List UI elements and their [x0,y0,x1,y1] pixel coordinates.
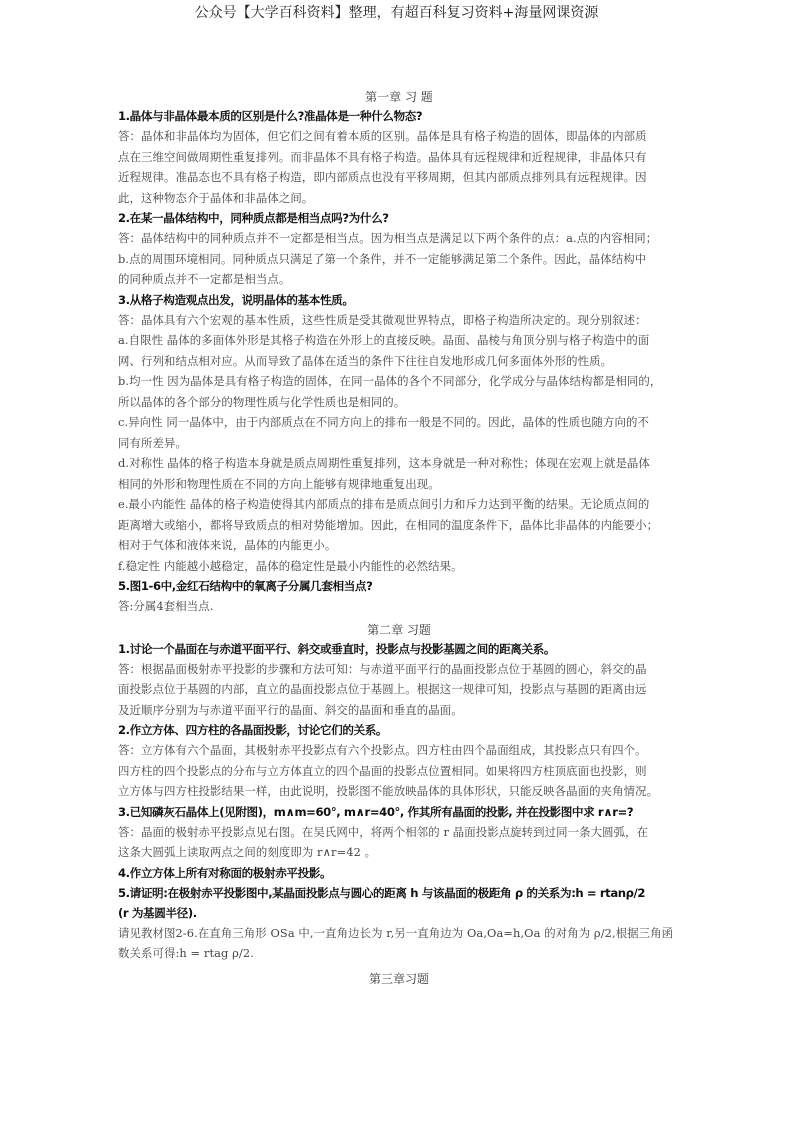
question-heading: 5.请证明:在极射赤平投影图中,某晶面投影点与圆心的距离 h 与该晶面的极距角 ρ 的关系为:h = rtanρ/2 [118,885,646,900]
answer-line: 这条大圆弧上读取两点之间的刻度即为 r∧r=42 。 [118,845,377,859]
answer-line: a.自限性 晶体的多面体外形是其格子构造在外形上的直接反映。晶面、晶棱与角顶分别与格子构造中的面 [118,333,650,347]
answer-line: c.异向性 同一晶体中，由于内部质点在不同方向上的排布一般是不同的。因此，晶体的性质也随方向的不 [118,415,650,429]
answer-line: 点在三维空间做周期性重复排列。而非晶体不具有格子构造。晶体具有远程规律和近程规律，非晶体只有 [118,149,647,164]
answer-paragraph [118,228,680,290]
page-header-watermark: 公众号【大学百科资料】整理，有超百科复习资料+海量网课资源 [194,5,599,21]
answer-line: 答:分属4套相当点. [118,599,214,613]
answer-line: 及近顺序分别为与赤道平面平行的晶面、斜交的晶面和垂直的晶面。 [118,702,463,717]
answer-line: 相同的外形和物理性质在不同的方向上能够有规律地重复出现。 [118,476,440,491]
chapter-title: 第二章 习题 [367,622,431,637]
answer-line: 四方柱的四个投影点的分布与立方体直立的四个晶面的投影点位置相同。如果将四方柱顶底面也投影，则 [118,763,647,778]
answer-paragraph [118,822,680,863]
answer-line: e.最小内能性 晶体的格子构造使得其内部质点的排布是质点间引力和斥力达到平衡的结果。无论质点间的 [118,497,650,511]
answer-paragraph [118,923,680,964]
answer-line: 请见教材图2-6.在直角三角形 OSa 中,一直角边长为 r,另一直角边为 Oa,Oa=h,Oa 的对角为 ρ/2,根据三角函 [118,925,674,940]
answer-line: 网、行列和结点相对应。从而导致了晶体在适当的条件下往往自发地形成几何多面体外形的性质。 [118,353,613,368]
question-heading: 3.从格子构造观点出发，说明晶体的基本性质。 [118,292,354,307]
question-heading: 2.作立方体、四方柱的各晶面投影，讨论它们的关系。 [118,723,388,737]
answer-paragraph [118,126,680,208]
answer-line: 此，这种物态介于晶体和非晶体之间。 [118,190,314,205]
question-heading-continued: (r 为基圆半径). [118,905,197,920]
answer-line: 的同种质点并不一定都是相当点。 [118,272,291,286]
answer-line: d.对称性 晶体的格子构造本身就是质点周期性重复排列，这本身就是一种对称性；体现在宏观上就是晶体 [118,456,650,470]
question-heading: 3.已知磷灰石晶体上(见附图)，m∧m=60°, m∧r=40°, 作其所有晶面的投影, 并在投影图中求 r∧r=? [118,804,634,819]
chapter-title: 第三章习题 [368,971,429,986]
question-heading: 2.在某一晶体结构中，同种质点都是相当点吗?为什么? [118,211,389,225]
question-heading: 1.讨论一个晶面在与赤道平面平行、斜交或垂直时，投影点与投影基圆之间的距离关系。 [118,641,556,656]
chapter-title: 第一章 习 题 [365,90,433,104]
answer-line: 距离增大或缩小，都将导致质点的相对势能增加。因此，在相同的温度条件下，晶体比非晶体的内能要小； [118,517,659,532]
answer-line: 答：晶面的极射赤平投影点见右图。在吴氏网中，将两个相邻的 r 晶面投影点旋转到过同一条大圆弧，在 [118,824,649,839]
answer-paragraph [118,310,680,577]
question-heading: 1.晶体与非晶体最本质的区别是什么?准晶体是一种什么物态? [118,109,423,123]
answer-line: 数关系可得:h = rtag ρ/2. [118,946,254,960]
document-body [118,88,680,988]
answer-line: 面投影点位于基圆的内部，直立的晶面投影点位于基圆上。根据这一规律可知，投影点与基圆的距离由远 [118,682,647,696]
answer-line: 立方体与四方柱投影结果一样，由此说明，投影图不能放映晶体的具体形状，只能反映各晶面的夹角情况。 [118,784,659,798]
answer-line: b.点的周围环境相同。同种质点只满足了第一个条件，并不一定能够满足第二个条件。因此，晶体结构中 [118,251,647,266]
question-heading: 4.作立方体上所有对称面的极射赤平投影。 [118,865,332,880]
answer-line: 近程规律。准晶态也不具有格子构造，即内部质点也没有平移周期，但其内部质点排列具有远程规律。因 [118,170,647,184]
answer-line: 答：立方体有六个晶面，其极射赤平投影点有六个投影点。四方柱由四个晶面组成，其投影点只有四个。 [118,743,647,757]
answer-line: b.均一性 因为晶体是具有格子构造的固体，在同一晶体的各个不同部分，化学成分与晶体结构都是相同的， [118,374,662,388]
answer-line: 答：晶体具有六个宏观的基本性质，这些性质是受其微观世界特点，即格子构造所决定的。现分别叙述： [118,312,647,327]
answer-paragraph [118,740,680,802]
answer-line: 答：晶体和非晶体均为固体，但它们之间有着本质的区别。晶体是具有格子构造的固体，即晶体的内部质 [118,129,647,143]
answer-line: 答：根据晶面极射赤平投影的步骤和方法可知：与赤道平面平行的晶面投影点位于基圆的圆心，斜交的晶 [118,661,647,676]
answer-line: 答：晶体结构中的同种质点并不一定都是相当点。因为相当点是满足以下两个条件的点：a.点的内容相同； [118,231,658,245]
answer-line: 同有所差异。 [118,435,187,450]
answer-line: 所以晶体的各个部分的物理性质与化学性质也是相同的。 [118,394,406,409]
question-heading: 5.图1-6中,金红石结构中的氧离子分属几套相当点? [118,579,373,593]
answer-line: 相对于气体和液体来说，晶体的内能更小。 [118,538,337,552]
answer-paragraph [118,659,680,721]
answer-paragraph [118,596,680,617]
answer-line: f.稳定性 内能越小越稳定，晶体的稳定性是最小内能性的必然结果。 [118,558,463,573]
